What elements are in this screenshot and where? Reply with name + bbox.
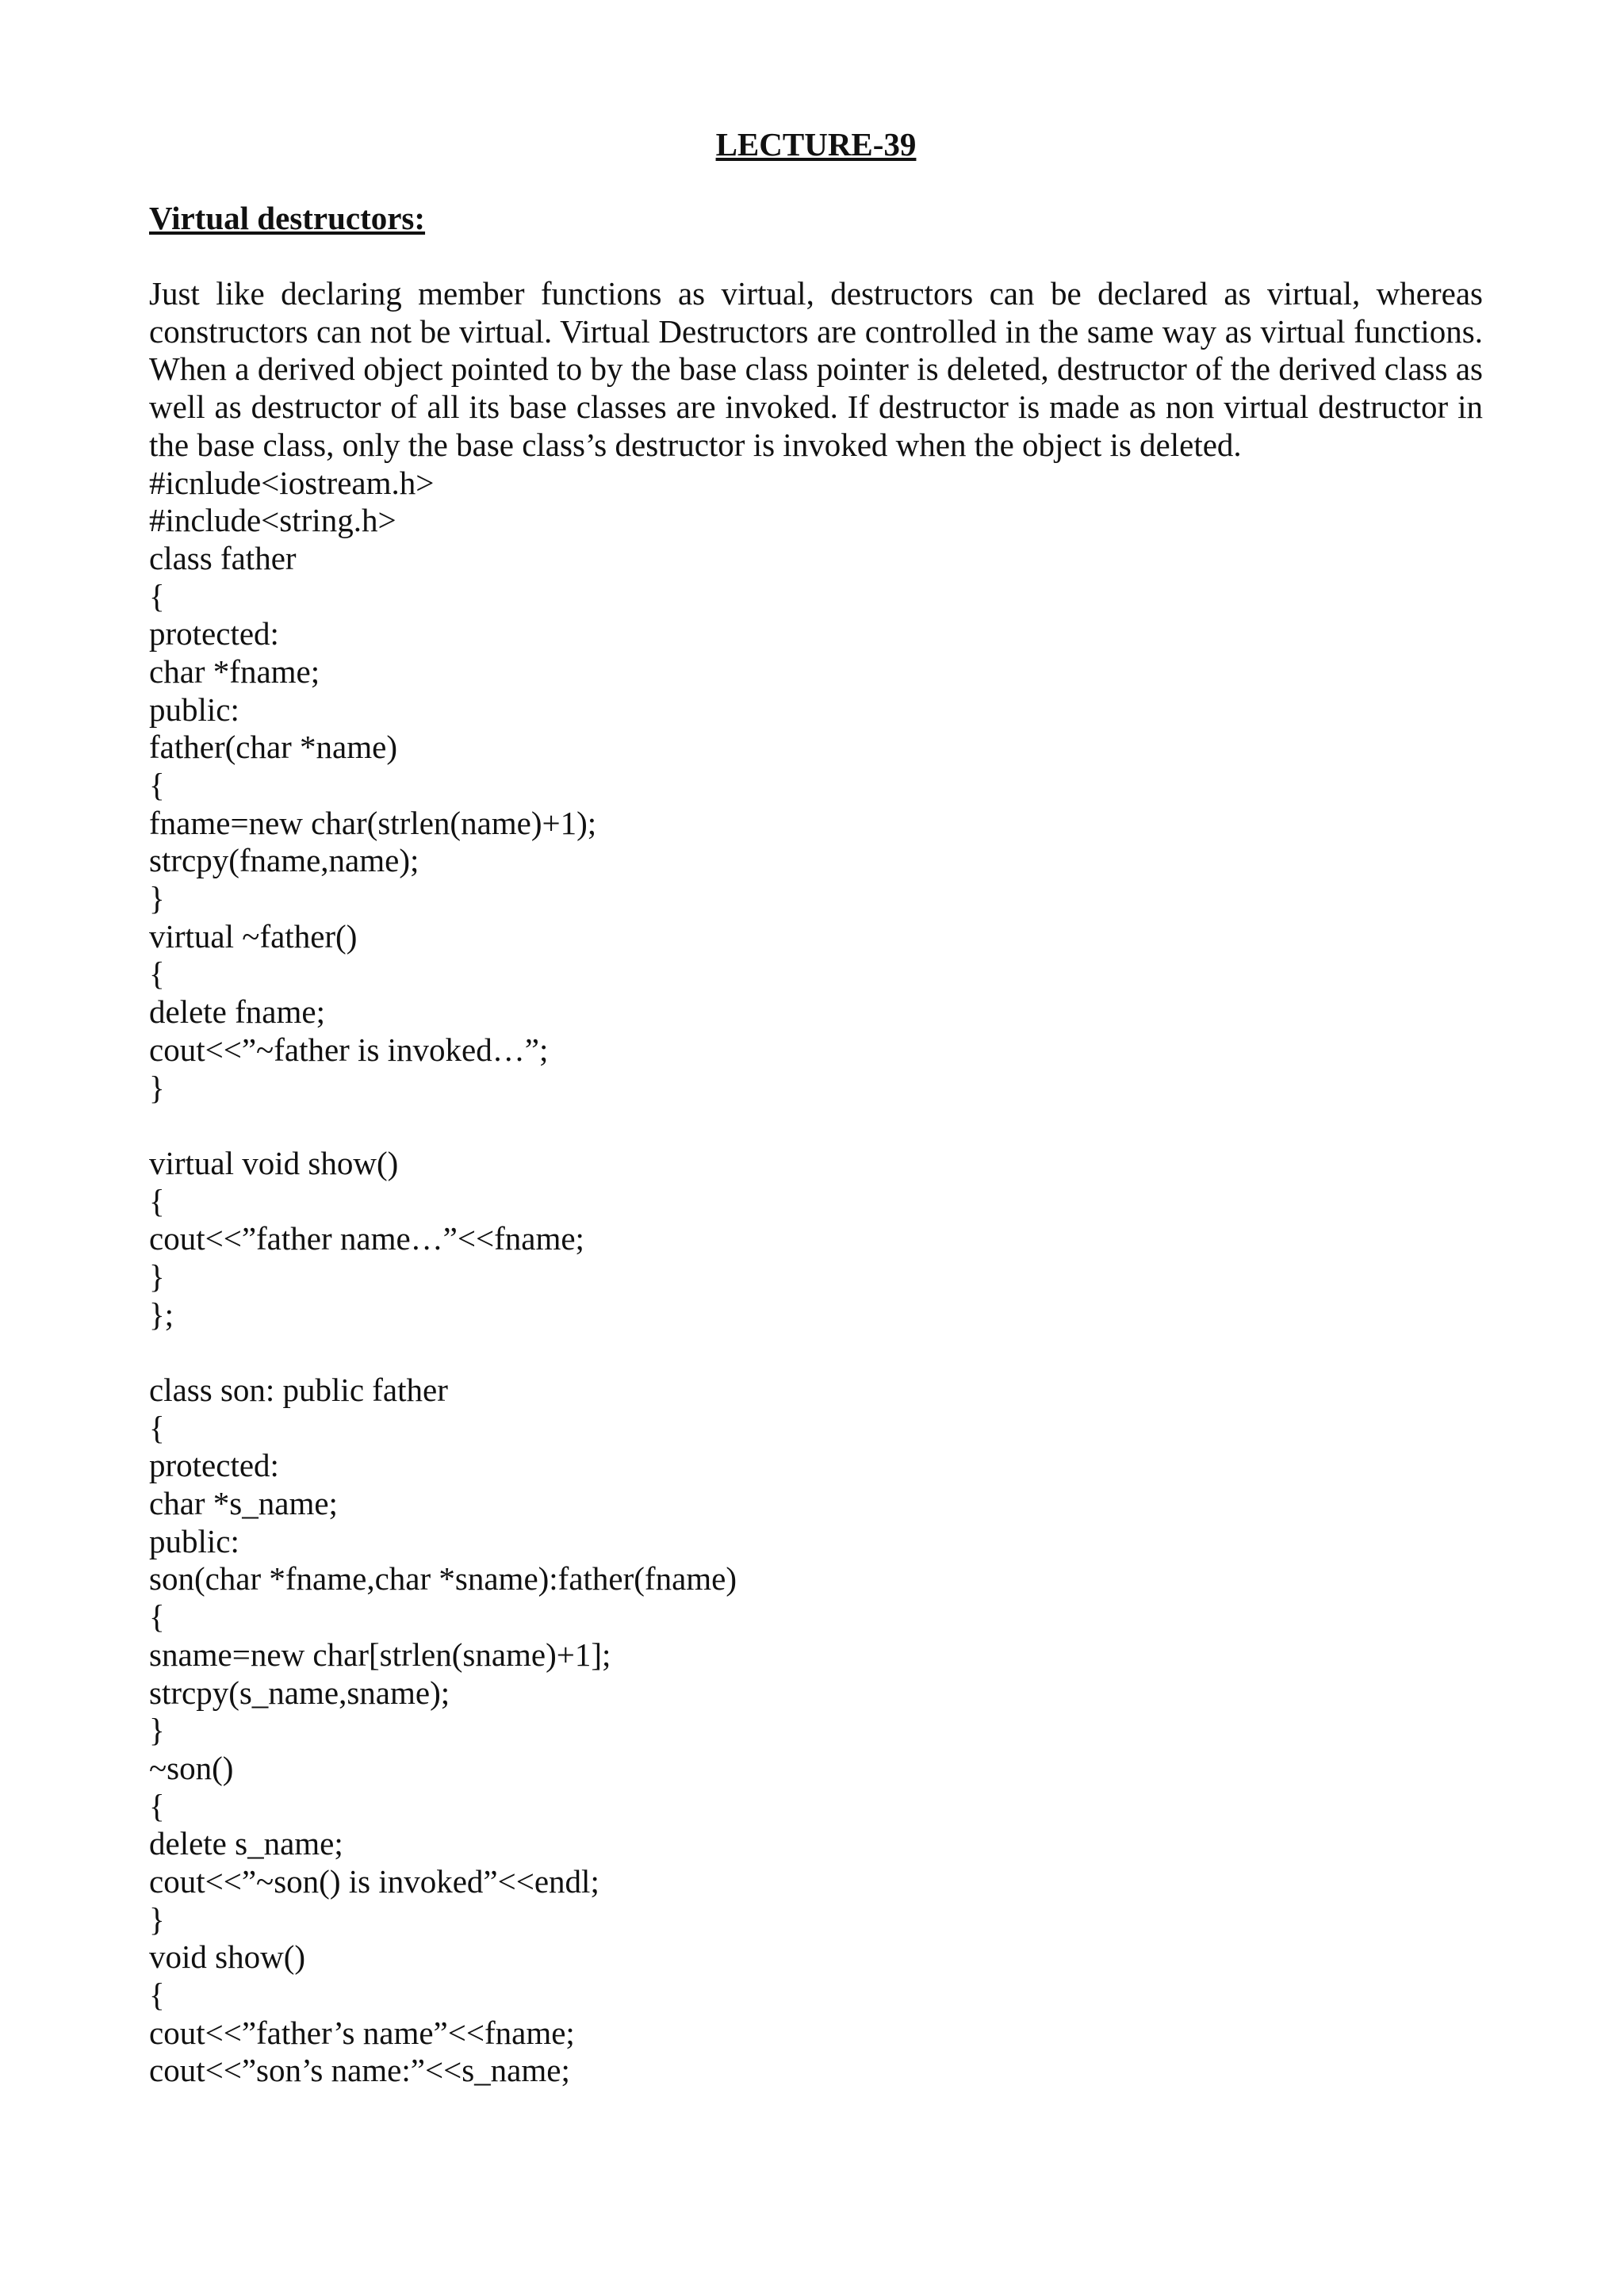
code-line: class father xyxy=(149,539,297,576)
document-page xyxy=(149,125,1483,2090)
code-line: protected: xyxy=(149,1447,279,1484)
code-line: { xyxy=(149,1598,165,1636)
code-line: void show() xyxy=(149,1938,306,1976)
code-line: #icnlude<iostream.h> xyxy=(149,464,435,501)
code-line: char *s_name; xyxy=(149,1485,338,1522)
code-line: } xyxy=(149,1712,165,1749)
code-line: char *fname; xyxy=(149,652,320,690)
code-line xyxy=(149,1334,1483,1372)
code-line: } xyxy=(149,1257,165,1295)
code-line: strcpy(s_name,sname); xyxy=(149,1674,450,1711)
code-line: protected: xyxy=(149,615,279,652)
code-line: { xyxy=(149,1182,165,1219)
code-line: delete s_name; xyxy=(149,1825,343,1862)
code-line: { xyxy=(149,577,165,614)
code-line: public: xyxy=(149,691,239,728)
code-line: sname=new char[strlen(sname)+1]; xyxy=(149,1636,611,1673)
code-listing xyxy=(149,465,1483,2091)
code-line: { xyxy=(149,1787,165,1824)
code-line: cout<<”father’s name”<<fname; xyxy=(149,2014,575,2051)
code-line: public: xyxy=(149,1522,239,1559)
code-line: { xyxy=(149,1409,165,1446)
code-line: strcpy(fname,name); xyxy=(149,842,419,879)
code-line: delete fname; xyxy=(149,993,325,1031)
code-line: cout<<”father name…”<<fname; xyxy=(149,1220,584,1257)
code-line: fname=new char(strlen(name)+1); xyxy=(149,804,597,841)
code-line: cout<<”~son() is invoked”<<endl; xyxy=(149,1862,599,1900)
code-line: { xyxy=(149,1976,165,2014)
code-line: ~son() xyxy=(149,1749,234,1786)
code-line: son(char *fname,char *sname):father(fname) xyxy=(149,1560,737,1598)
code-line: father(char *name) xyxy=(149,729,397,766)
code-line: #include<string.h> xyxy=(149,502,396,539)
section-heading: Virtual destructors: xyxy=(149,200,426,236)
code-line: virtual ~father() xyxy=(149,917,358,955)
code-line: { xyxy=(149,767,165,804)
code-line: }; xyxy=(149,1295,174,1333)
code-line: { xyxy=(149,955,165,993)
code-line: class son: public father xyxy=(149,1372,448,1409)
code-line: } xyxy=(149,1900,165,1938)
intro-paragraph: Just like declaring member functions as virtual, destructors can be declared as virtual, whereas constructors can not be virtual. Virtual Destructors are controlled in the same way as virtual functions. When a derived object pointed to by the base class pointer is deleted, destructor of the derived class as well as destructor of all its base classes are invoked. If destructor is made as non virtual destructor in the base class, only the base class’s destructor is invoked when the object is deleted. xyxy=(149,275,1483,463)
code-line: } xyxy=(149,1069,165,1106)
code-line: } xyxy=(149,880,165,917)
lecture-title: LECTURE-39 xyxy=(715,126,917,163)
code-line: cout<<”~father is invoked…”; xyxy=(149,1031,549,1068)
code-line: cout<<”son’s name:”<<s_name; xyxy=(149,2052,570,2089)
code-line xyxy=(149,1107,1483,1145)
code-line: virtual void show() xyxy=(149,1144,399,1181)
